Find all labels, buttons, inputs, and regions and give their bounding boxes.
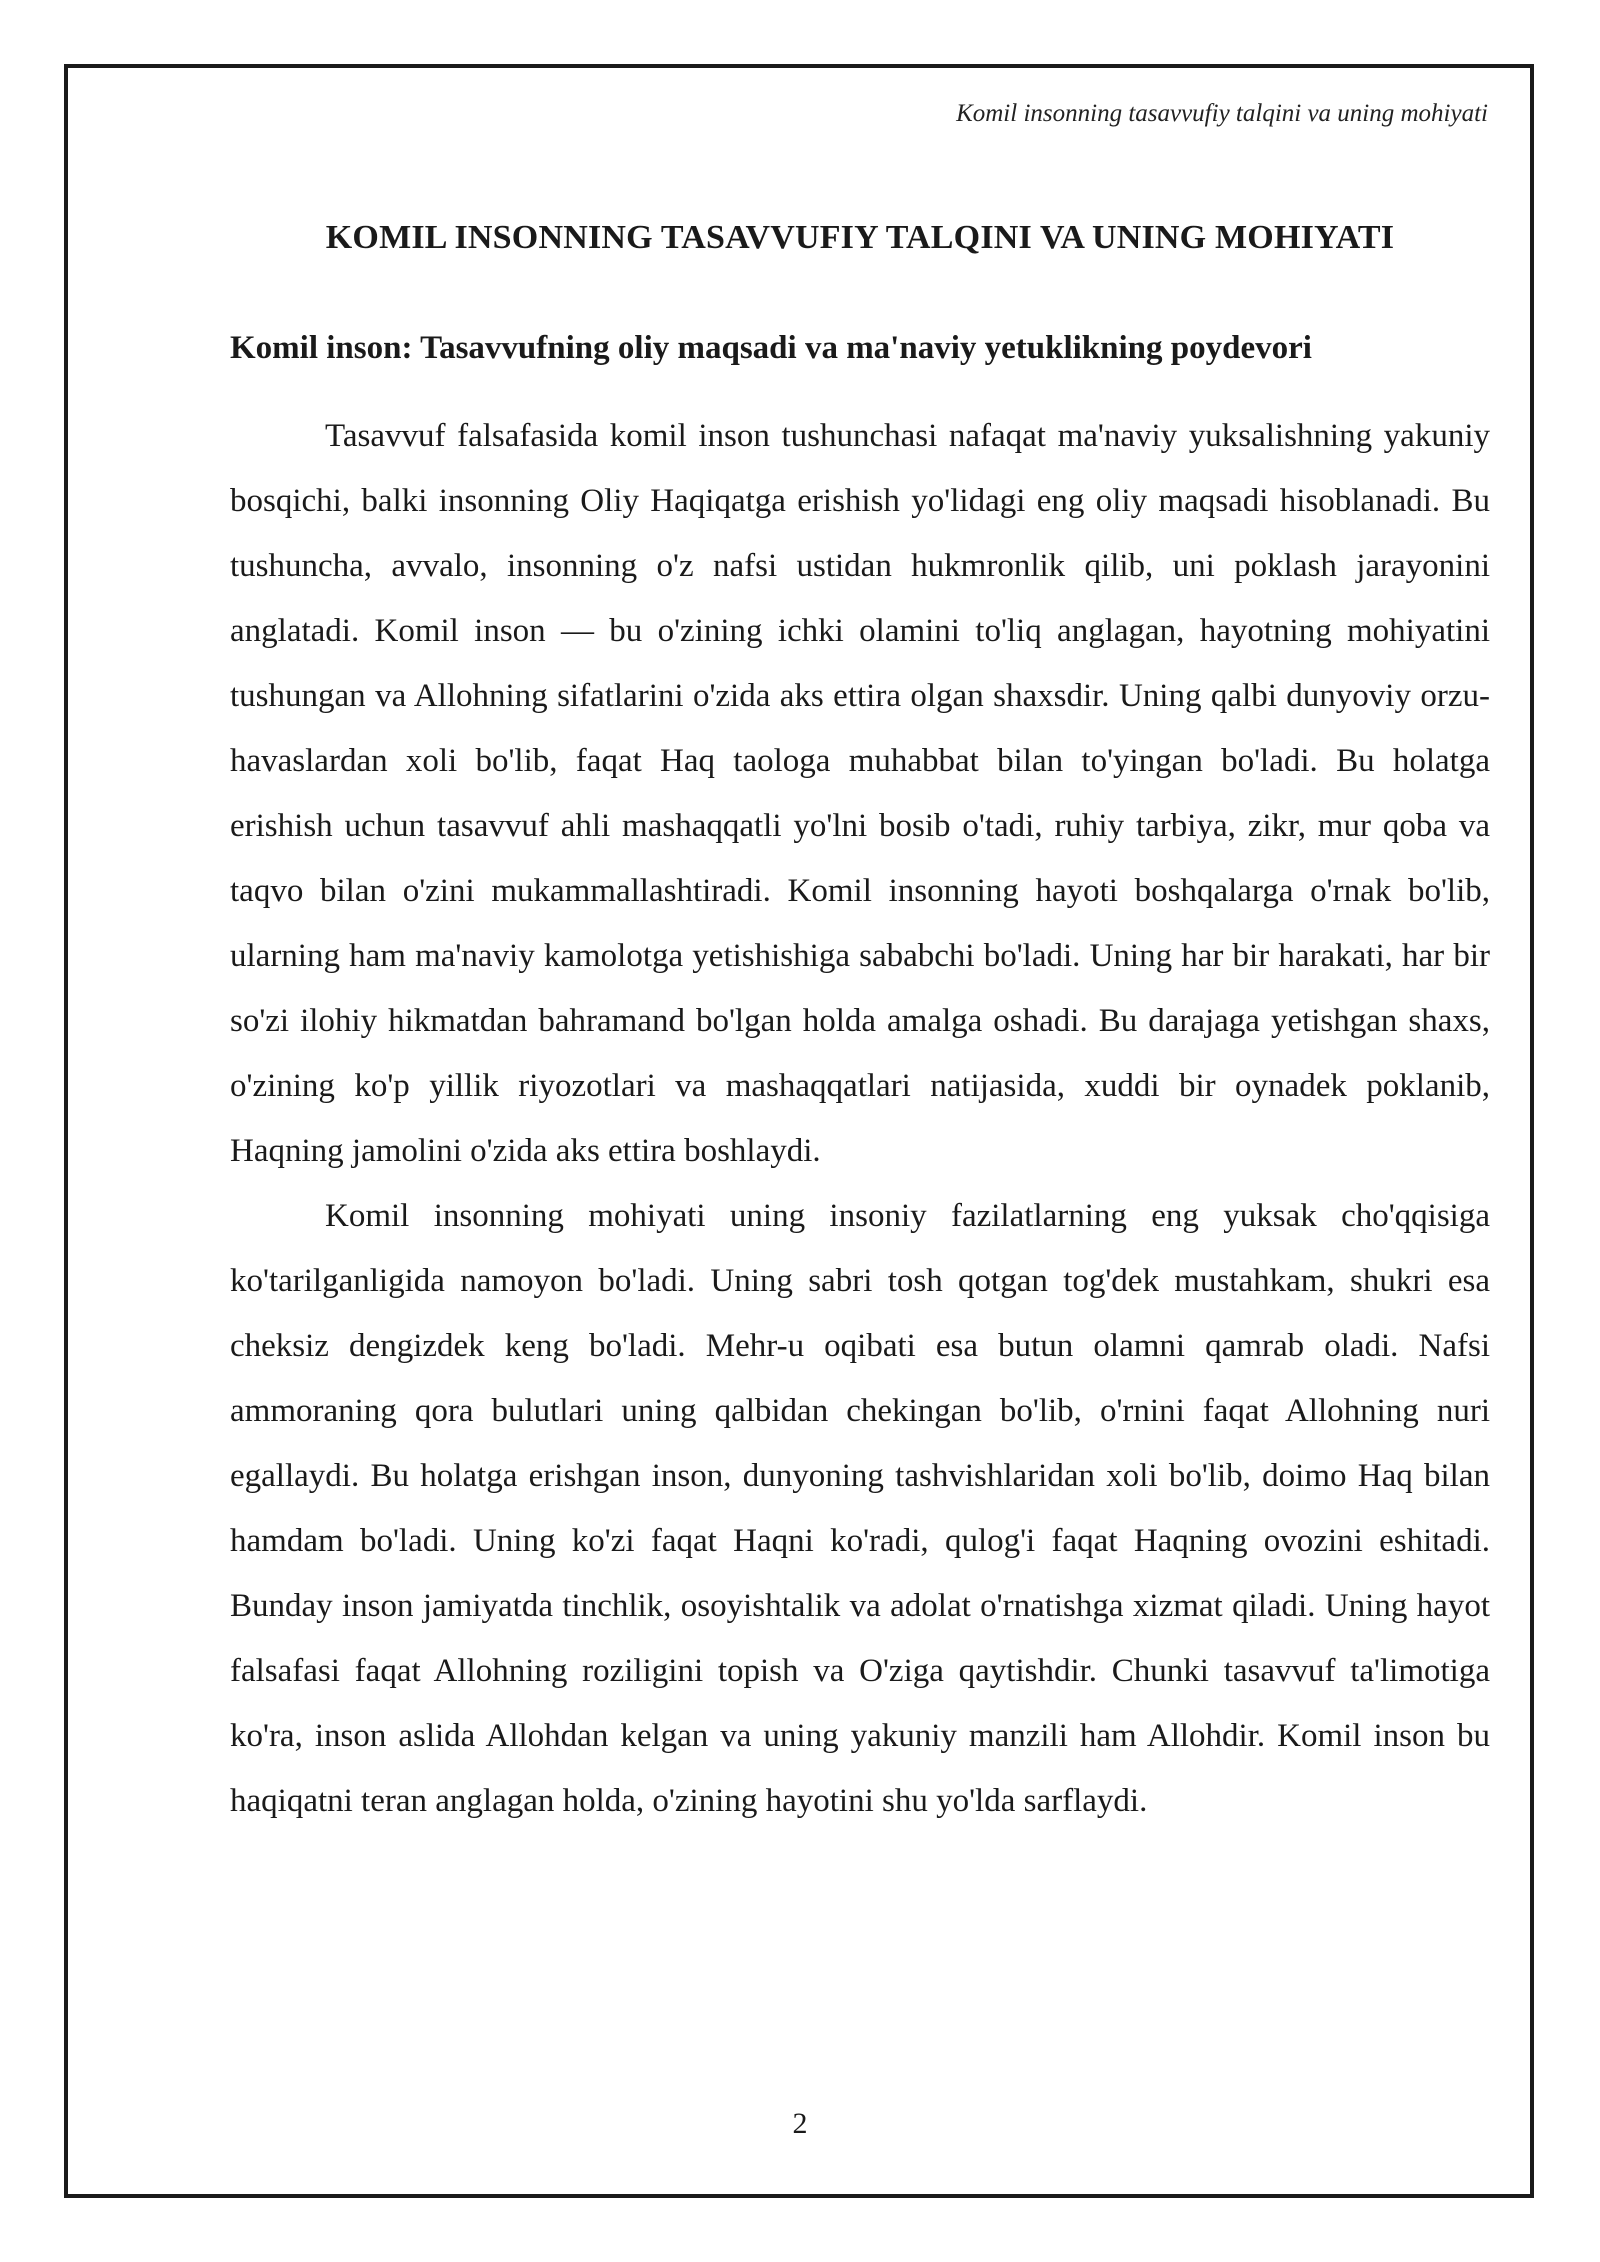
document-title: KOMIL INSONNING TASAVVUFIY TALQINI VA UNING MOHIYATI [325, 219, 1395, 256]
section-heading: Komil inson: Tasavvufning oliy maqsadi va ma'naviy yetuklikning poydevori [230, 330, 1312, 366]
paragraph-2: Komil insonning mohiyati uning insoniy fazilatlarning eng yuksak cho'qqisiga ko'tarilganligida namoyon bo'ladi. Uning sabri tosh qotgan tog'dek mustahkam, shukri esa cheksiz dengizdek keng bo'ladi. Mehr-u oqibati esa butun olamni qamrab oladi. Nafsi ammoraning qora bulutlari uning qalbidan chekingan bo'lib, o'rnini faqat Allohning nuri egallaydi. Bu holatga erishgan inson, dunyoning tashvishlaridan xoli bo'lib, doimo Haq bilan hamdam bo'ladi. Uning ko'zi faqat Haqni ko'radi, qulog'i faqat Haqning ovozini eshitadi. Bunday inson jamiyatda tinchlik, osoyishtalik va adolat o'rnatishga xizmat qiladi. Uning hayot falsafasi faqat Allohning roziligini topish va O'ziga qaytishdir. Chunki tasavvuf ta'limotiga ko'ra, inson aslida Allohdan kelgan va uning yakuniy manzili ham Allohdir. Komil inson bu haqiqatni teran anglagan holda, o'zining hayotini shu yo'lda sarflaydi. [230, 1198, 1490, 1819]
body-text [230, 404, 1490, 1834]
paragraph-1: Tasavvuf falsafasida komil inson tushunchasi nafaqat ma'naviy yuksalishning yakuniy bosqichi, balki insonning Oliy Haqiqatga erishish yo'lidagi eng oliy maqsadi hisoblanadi. Bu tushuncha, avvalo, insonning o'z nafsi ustidan hukmronlik qilib, uni poklash jarayonini anglatadi. Komil inson — bu o'zining ichki olamini to'liq anglagan, hayotning mohiyatini tushungan va Allohning sifatlarini o'zida aks ettira olgan shaxsdir. Uning qalbi dunyoviy orzu-havaslardan xoli bo'lib, faqat Haq taologa muhabbat bilan to'yingan bo'ladi. Bu holatga erishish uchun tasavvuf ahli mashaqqatli yo'lni bosib o'tadi, ruhiy tarbiya, zikr, mur qoba va taqvo bilan o'zini mukammallashtiradi. Komil insonning hayoti boshqalarga o'rnak bo'lib, ularning ham ma'naviy kamolotga yetishishiga sababchi bo'ladi. Uning har bir harakati, har bir so'zi ilohiy hikmatdan bahramand bo'lgan holda amalga oshadi. Bu darajaga yetishgan shaxs, o'zining ko'p yillik riyozotlari va mashaqqatlari natijasida, xuddi bir oynadek poklanib, Haqning jamolini o'zida aks ettira boshlaydi. [230, 418, 1490, 1169]
page-number: 2 [792, 2107, 808, 2140]
running-header: Komil insonning tasavvufiy talqini va uning mohiyati [956, 100, 1488, 127]
